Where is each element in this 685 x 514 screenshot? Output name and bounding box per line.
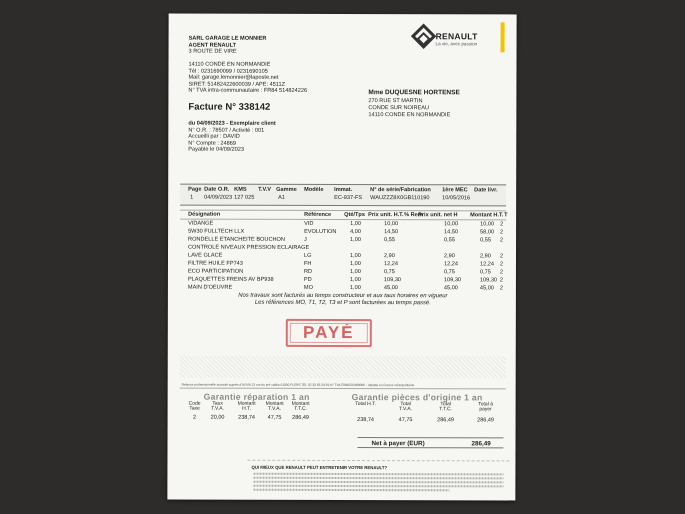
item-price: 2,90: [383, 253, 395, 260]
tax-cell-ht: 238,74: [238, 414, 255, 421]
vehicle-header-modele: Modèle: [304, 186, 324, 193]
guarantee-repair: Garantie réparation 1 an: [203, 391, 310, 402]
item-t: 2: [499, 269, 504, 276]
items-header-amount: Montant H.T.: [470, 212, 504, 219]
item-amount: 10,00: [480, 221, 495, 228]
vehicle-cell-serie: WAUZZZ8X0GB110190: [370, 195, 430, 202]
items-header-qty: Qté/Tps: [344, 212, 365, 219]
item-net: 10,00: [444, 221, 459, 228]
item-designation: VIDANGE: [188, 220, 214, 227]
garage-name: SARL GARAGE LE MONNIER: [188, 35, 267, 42]
vehicle-cell-page: 1: [190, 194, 194, 201]
item-t: 2: [500, 221, 504, 228]
item-designation: ECO PARTICIPATION: [187, 268, 244, 275]
brand-logo: [407, 20, 507, 52]
garage-ape-text: / APE: 4511Z: [252, 81, 286, 88]
items-header-reference: Référence: [304, 211, 332, 218]
paid-stamp-text: PAYÉ: [303, 322, 355, 343]
item-price: 109,30: [383, 277, 402, 284]
item-qty: 1,00: [349, 285, 361, 292]
item-net: 0,55: [444, 237, 455, 244]
item-t: 2: [499, 285, 504, 292]
item-net: 109,30: [443, 277, 462, 284]
customer-address-line2: CONDE SUR NOIREAU: [368, 105, 430, 112]
item-qty: 1,00: [350, 221, 361, 228]
garage-mail: Mail: garage.lemonnier@laposte.net: [188, 74, 279, 81]
item-net: 0,75: [443, 269, 455, 276]
bottom-promo-text: [253, 473, 503, 476]
total-cell-ht: 238,74: [357, 417, 374, 424]
invoice-payable-date: Payable le 04/09/2023: [188, 146, 244, 153]
item-designation: LAVE GLACE: [187, 252, 223, 259]
item-price: 14,50: [384, 229, 399, 236]
item-t: 2: [500, 229, 504, 236]
item-t: 2: [500, 237, 504, 244]
renault-diamond-icon: [411, 23, 436, 48]
items-header-designation: Désignation: [188, 211, 221, 218]
item-reference: PD: [303, 276, 312, 283]
vehicle-header-immat: Immat.: [334, 186, 353, 194]
item-amount: 0,55: [480, 237, 491, 244]
item-reference: LG: [303, 252, 312, 259]
hatched-area: [180, 356, 506, 379]
vehicle-cell-date: 04/09/2023: [204, 194, 233, 201]
customer-address-line3: 14110 CONDE EN NORMANDIE: [368, 112, 451, 119]
item-qty: 4,00: [350, 229, 361, 236]
items-header-price: Prix unit. H.T.: [368, 212, 404, 219]
vehicle-header-page: Page: [188, 186, 202, 193]
garage-phone-text: Tél : 0231690099: [188, 68, 233, 75]
tax-header-ttc: Montant T.T.C.: [291, 400, 310, 413]
item-qty: 1,00: [349, 261, 361, 268]
item-designation: RONDELLE ETANCHEITE BOUCHON: [188, 236, 285, 243]
customer-name: Mme DUQUESNE HORTENSE: [368, 89, 460, 97]
items-header-discount: % Rem: [404, 212, 423, 219]
item-designation: CONTROLE NIVEAUX PRESSION ECLAIRAGE: [188, 244, 310, 251]
notes-line1: Nos travaux sont facturés au temps constructeur et aux taux horaires en vigueur: [238, 292, 448, 300]
item-t: 2: [499, 277, 504, 284]
item-t: 2: [499, 253, 504, 260]
total-cell-tva: 47,75: [398, 417, 413, 424]
invoice-date-line: du 04/09/2023 - Exemplaire client: [188, 120, 276, 127]
items-header-net: Prix unit. net H: [418, 212, 458, 219]
legal-divider: [180, 388, 506, 389]
item-reference: EVOLUTION: [304, 228, 337, 235]
bottom-promo-title: QUI MIEUX QUE RENAULT PEUT ENTRETENIR VOTRE RENAULT?: [251, 464, 388, 471]
vehicle-header-gamme: Gamme: [276, 186, 297, 193]
garage-agent: AGENT RENAULT: [188, 42, 237, 49]
tax-cell-rate: 20,00: [210, 414, 225, 421]
item-designation: MAIN D'OEUVRE: [187, 284, 233, 291]
item-net: 14,50: [444, 229, 459, 236]
item-reference: FH: [303, 260, 312, 267]
guarantee-parts: Garantie pièces d'origine 1 an: [351, 392, 483, 403]
total-header-tva: Total T.V.A.: [399, 401, 413, 413]
item-reference: RD: [303, 268, 313, 275]
invoice-document: [167, 14, 516, 501]
invoice-welcomed-by: Accueilli par : DAVID: [188, 133, 240, 140]
bottom-promo-text: [253, 489, 449, 492]
vehicle-header-serie: N° de série/Fabrication: [370, 187, 431, 194]
item-net: 12,24: [443, 261, 458, 268]
garage-fax-text: / 0231690105: [233, 68, 268, 75]
item-net: 2,90: [443, 253, 455, 260]
total-cell-pay: 286,49: [477, 417, 494, 424]
invoice-activity: / Activité : 001: [229, 127, 265, 134]
item-amount: 2,90: [479, 253, 491, 260]
item-net: 45,00: [443, 285, 458, 292]
notes-line2: Les références MO, T1, T2, T3 et P sont facturées au temps passé.: [254, 299, 431, 307]
bottom-promo-text: [253, 481, 503, 484]
brand-accent-bar: [501, 22, 505, 52]
item-price: 0,75: [383, 269, 395, 276]
tax-header-tva: Montant T.V.A.: [265, 400, 284, 413]
vehicle-header-date: Date O.R.: [204, 186, 230, 193]
item-qty: 1,00: [349, 253, 361, 260]
item-qty: 1,00: [349, 277, 361, 284]
garage-siret-text: SIRET: 51482422600039: [188, 81, 251, 88]
total-header-pay: Total à payer: [478, 401, 493, 413]
garage-tva: N° TVA intra-communautaire : FR84 514824226: [188, 87, 308, 94]
item-qty: 1,00: [350, 237, 361, 244]
bottom-promo: [247, 460, 509, 501]
items-header-divider: [180, 210, 506, 211]
customer-address-line1: 270 RUE ST MARTIN: [368, 98, 423, 105]
tax-cell-code: 2: [193, 414, 197, 421]
item-amount: 0,75: [479, 269, 491, 276]
item-designation: PLAQUETTES FREINS AV BP938: [187, 276, 274, 283]
vehicle-cell-immat: EC-937-FS: [334, 194, 363, 202]
invoice-or-number: N° O.R. : 78507: [188, 127, 228, 134]
vehicle-cell-kms: 127 025: [234, 194, 255, 201]
garage-address-line1: 3 ROUTE DE VIRE: [188, 48, 237, 55]
tax-header-rate: Taux T.V.A.: [211, 400, 225, 413]
vehicle-cell-gamme: A1: [278, 194, 286, 201]
net-payable-label: Net à payer (EUR): [371, 440, 425, 448]
item-reference: VID: [304, 220, 314, 227]
net-payable-value: 286,49: [471, 440, 491, 448]
item-t: 2: [499, 261, 504, 268]
item-price: 10,00: [384, 221, 399, 228]
tax-cell-ttc: 286,49: [292, 414, 309, 421]
bottom-promo-text: [253, 477, 503, 480]
total-header-ttc: Total T.T.C.: [439, 401, 452, 413]
item-amount: 109,30: [479, 277, 498, 284]
vehicle-cell-mec: 10/05/2016: [442, 195, 471, 202]
paid-stamp: [286, 319, 372, 347]
total-header-ht: Total H.T.: [355, 401, 377, 408]
invoice-notes: [208, 293, 478, 308]
item-amount: 45,00: [479, 285, 494, 292]
vehicle-header-mec: 1ère MEC: [442, 187, 468, 194]
item-reference: J: [304, 236, 307, 243]
item-qty: 1,00: [349, 269, 361, 276]
invoice-title: Facture N° 338142: [188, 101, 271, 113]
item-amount: 58,00: [480, 229, 495, 236]
item-amount: 12,24: [479, 261, 494, 268]
item-reference: MO: [303, 284, 313, 291]
vehicle-header-livr: Date livr.: [474, 187, 498, 194]
items-header-t: T: [504, 212, 508, 219]
garage-address-line2: 14110 CONDE EN NORMANDIE: [188, 61, 271, 68]
legal-notice: Relance professionnelle accordé auprès d'AVIVA 13 rue du pré vallée 61000 FLERS TEL 02 33 65 23 59 N° TVA FR88222480000 - Valable en France métropolitaine: [181, 382, 415, 388]
total-cell-ttc: 286,49: [437, 417, 454, 424]
item-price: 12,24: [383, 261, 398, 268]
brand-name: RENAULT: [435, 31, 478, 42]
tax-header-ht: Montant H.T.: [237, 400, 256, 413]
tax-header-code: Code Taxe: [188, 400, 201, 413]
brand-slogan: La vie, avec passion: [435, 41, 478, 47]
net-payable-box: [357, 437, 503, 448]
invoice-account: N° Compte : 24869: [188, 140, 236, 147]
vehicle-header-kms: KMS: [234, 186, 247, 193]
item-designation: 5W30 FULLTECH LLX: [188, 228, 245, 235]
paid-stamp-frame: [290, 323, 368, 343]
vehicle-header-tvv: T.V.V: [258, 186, 272, 193]
item-price: 45,00: [383, 285, 398, 292]
bottom-promo-text: [253, 485, 503, 488]
item-price: 0,55: [384, 237, 395, 244]
item-designation: FILTRE HUILE FP743: [187, 260, 243, 267]
tax-cell-tva: 47,75: [267, 414, 282, 421]
